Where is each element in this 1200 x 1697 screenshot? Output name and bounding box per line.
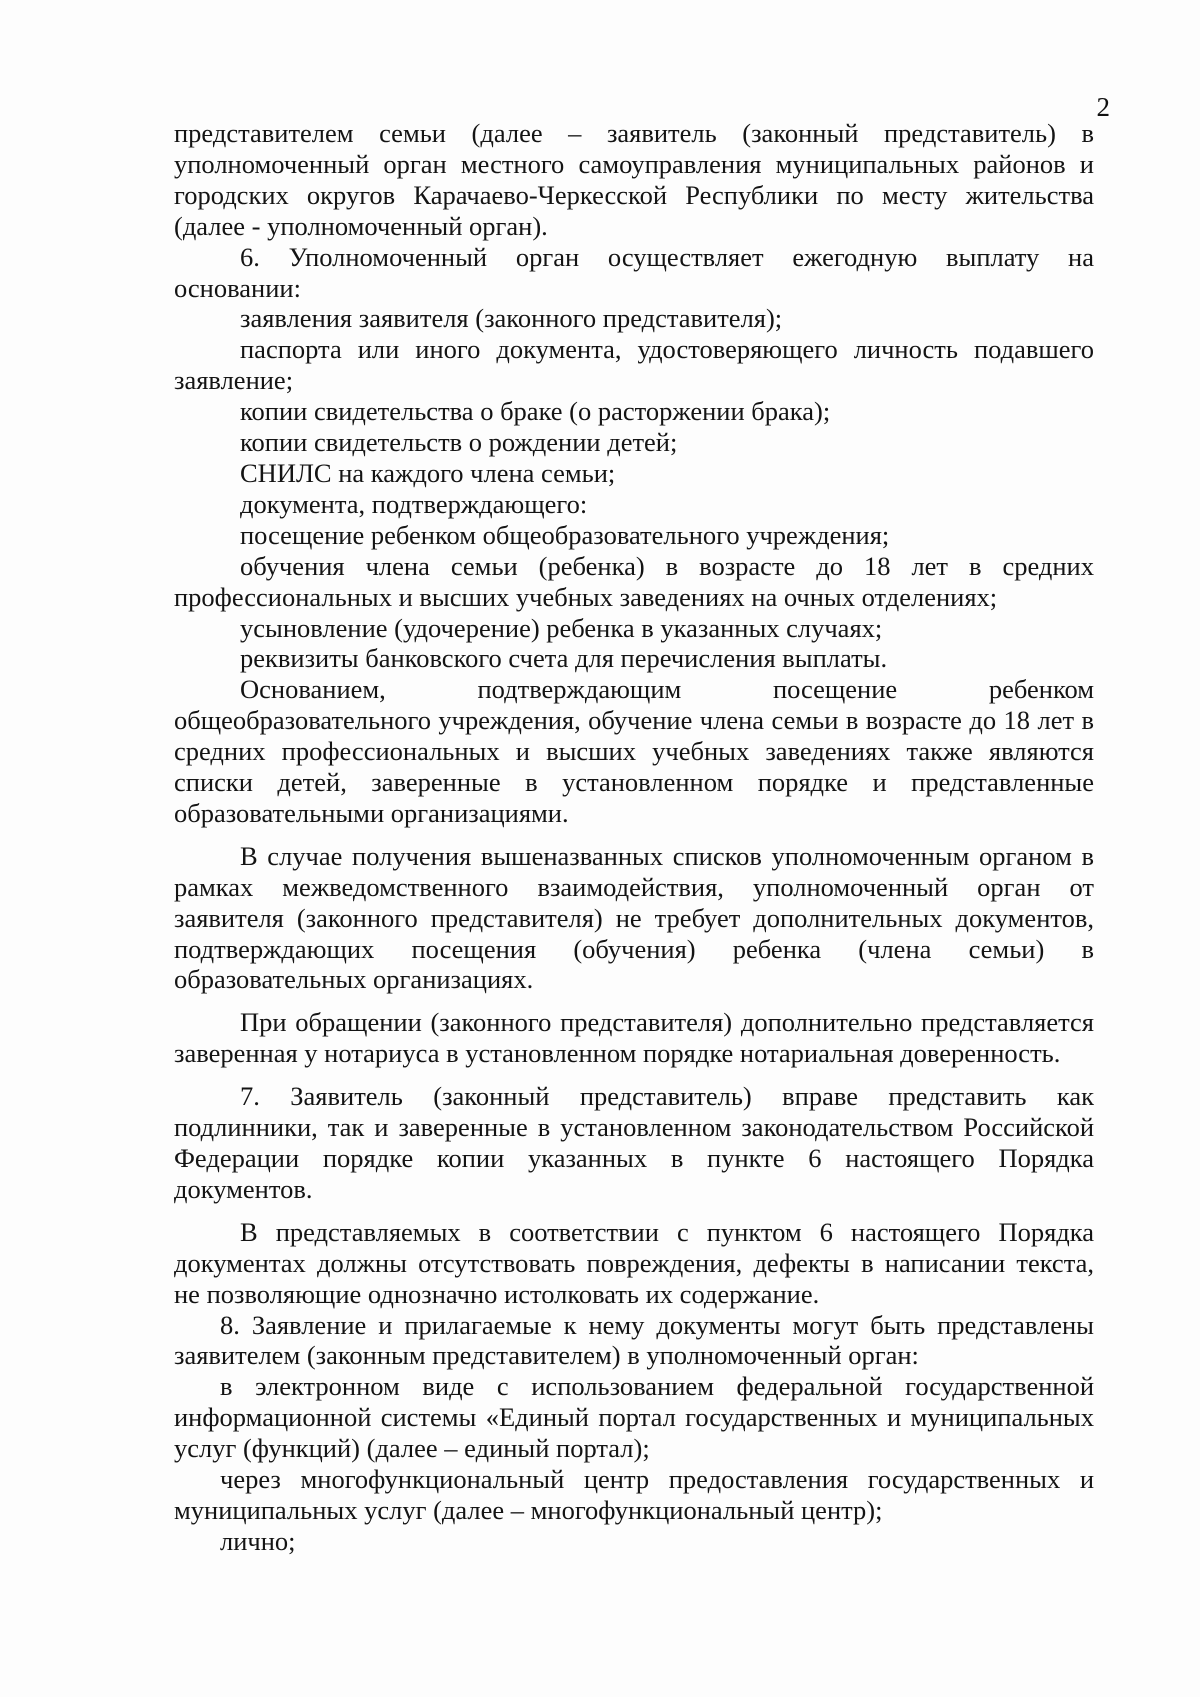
paragraph: копии свидетельства о браке (о расторжении брака); bbox=[240, 396, 831, 427]
paragraph: паспорта или иного документа, удостоверяющего личность подавшего заявление; bbox=[174, 334, 1094, 396]
paragraph: заявления заявителя (законного представителя); bbox=[240, 303, 783, 334]
paragraph: документа, подтверждающего: bbox=[240, 488, 588, 519]
paragraph: копии свидетельств о рождении детей; bbox=[240, 427, 678, 458]
paragraph: 6. Уполномоченный орган осуществляет ежегодную выплату на основании: bbox=[174, 241, 1094, 303]
paragraph: 7. Заявитель (законный представитель) вправе представить как подлинники, так и заверенные в установленном законодательством Российской Федерации порядке копии указанных в пункте 6 настоящего Порядка документов. bbox=[174, 1081, 1094, 1204]
paragraph: посещение ребенком общеобразовательного учреждения; bbox=[240, 519, 890, 550]
paragraph: представителем семьи (далее – заявитель (законный представитель) в уполномоченный орган местного самоуправления муниципальных районов и городских округов Карачаево-Черкесской Республики по месту жительства (далее - уполномоченный орган). bbox=[174, 118, 1094, 241]
paragraph: через многофункциональный центр предоставления государственных и муниципальных услуг (далее – многофункциональный центр); bbox=[174, 1464, 1094, 1525]
paragraph: в электронном виде с использованием федеральной государственной информационной системы «Единый портал государственных и муниципальных услуг (функций) (далее – единый портал); bbox=[174, 1371, 1094, 1464]
paragraph: В представляемых в соответствии с пунктом 6 настоящего Порядка документах должны отсутствовать повреждения, дефекты в написании текста, не позволяющие однозначно истолковать их содержание. bbox=[174, 1216, 1094, 1309]
page-number: 2 bbox=[1096, 92, 1110, 122]
paragraph: При обращении (законного представителя) дополнительно представляется заверенная у нотариуса в установленном порядке нотариальная доверенность. bbox=[174, 1007, 1094, 1069]
paragraph: 8. Заявление и прилагаемые к нему документы могут быть представлены заявителем (законным представителем) в уполномоченный орган: bbox=[174, 1309, 1094, 1371]
paragraph: В случае получения вышеназванных списков уполномоченным органом в рамках межведомственного взаимодействия, уполномоченный орган от заявителя (законного представителя) не требует дополнительных документов, подтверждающих посещения (обучения) ребенка (члена семьи) в образовательных организациях. bbox=[174, 840, 1094, 995]
paragraph: лично; bbox=[220, 1525, 296, 1556]
document-body bbox=[174, 118, 1094, 1557]
paragraph: СНИЛС на каждого члена семьи; bbox=[240, 457, 616, 488]
paragraph: обучения члена семьи (ребенка) в возрасте до 18 лет в средних профессиональных и высших учебных заведениях на очных отделениях; bbox=[174, 550, 1094, 612]
paragraph: реквизиты банковского счета для перечисления выплаты. bbox=[240, 643, 888, 674]
paragraph: Основанием, подтверждающим посещение ребенком общеобразовательного учреждения, обучение члена семьи в возрасте до 18 лет в средних профессиональных и высших учебных заведениях также являются списки детей, заверенные в установленном порядке и представленные образовательными организациями. bbox=[174, 674, 1094, 828]
paragraph: усыновление (удочерение) ребенка в указанных случаях; bbox=[240, 612, 883, 643]
